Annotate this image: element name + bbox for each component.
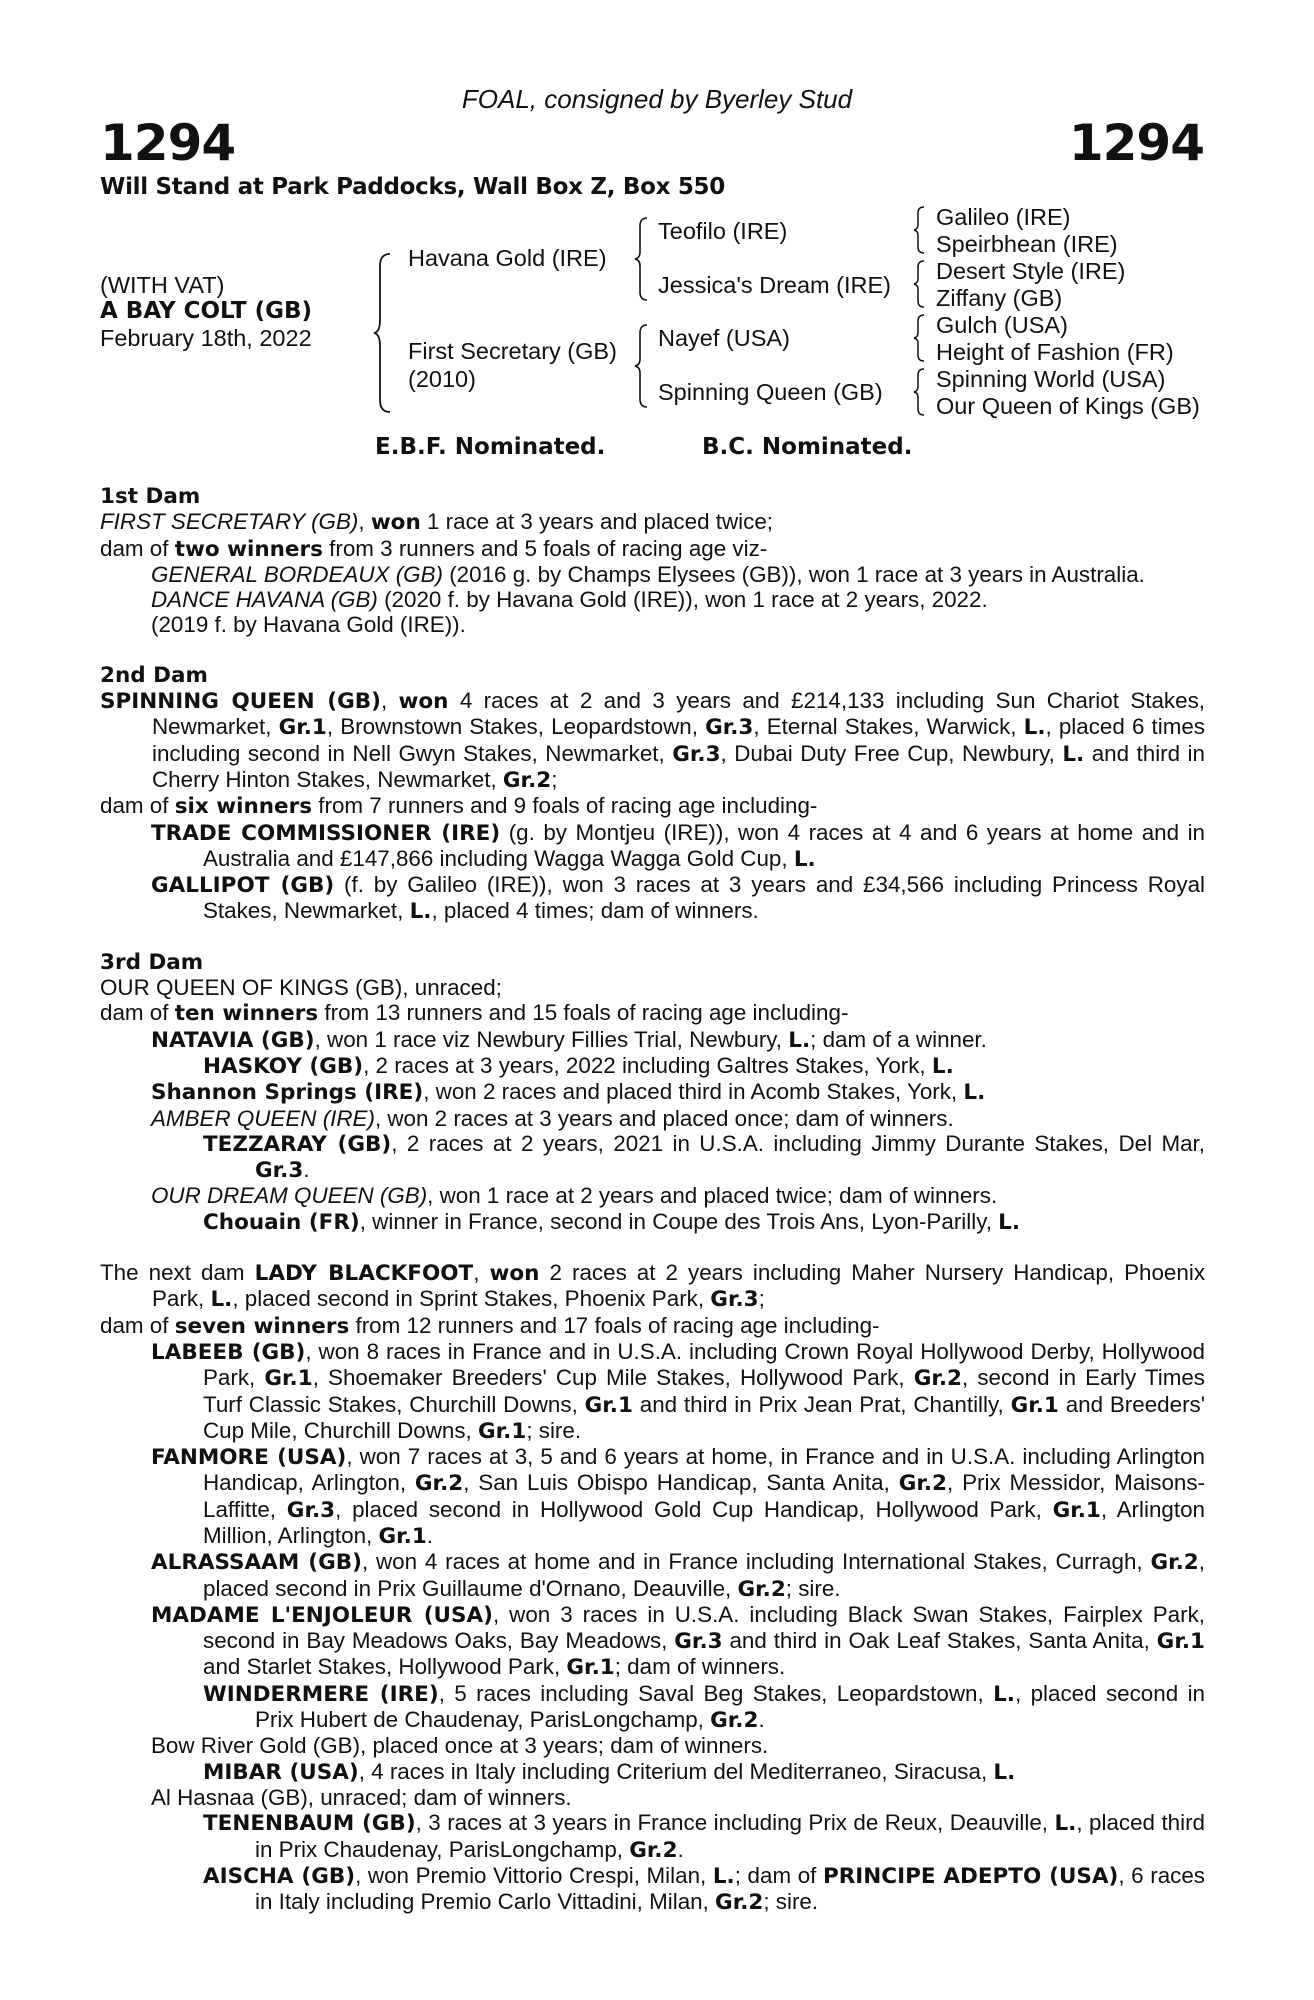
next-dam-offspring [100, 1785, 1205, 1810]
bold-text-run: Gr.2 [715, 1890, 764, 1916]
text-run: , Brownstown Stakes, Leopardstown, [326, 714, 706, 740]
second-dam-produce-summary [100, 793, 1205, 819]
third-dam-heading: 3rd Dam [100, 949, 204, 975]
great-grandparent-8: Our Queen of Kings (GB) [936, 393, 1200, 419]
bold-text-run: L. [993, 1681, 1015, 1707]
bold-text-run: Gr.3 [255, 1158, 304, 1184]
text-run: , [380, 688, 399, 714]
first-dam-offspring [100, 587, 1205, 612]
bold-text-run: Gr.2 [1150, 1550, 1199, 1576]
text-run: 4 races at 2 and 3 years and £214,133 including Sun Chariot Stakes, Newmarket, [152, 688, 1205, 740]
third-dam-offspring [100, 1027, 1205, 1053]
text-run: ; sire. [763, 1889, 819, 1915]
bold-text-run: won [398, 689, 449, 715]
text-run: , 2 races at 3 years, 2022 including Galtres Stakes, York, [363, 1052, 932, 1078]
third-dam-grand-offspring [100, 1209, 1205, 1235]
text-run: ; [758, 1286, 765, 1312]
text-run: , won 2 races and placed third in Acomb Stakes, York, [423, 1079, 964, 1105]
bold-text-run: LABEEB (GB) [151, 1339, 306, 1365]
first-dam-record [100, 509, 1205, 535]
text-run: , won 4 races at home and in France including International Stakes, Curragh, [361, 1549, 1151, 1575]
next-dam-offspring [100, 1602, 1205, 1681]
grandsire-maternal: Nayef (USA) [658, 325, 790, 351]
bold-text-run: ten winners [174, 1001, 319, 1027]
first-dam-offspring [100, 562, 1205, 587]
bold-text-run: Gr.1 [278, 715, 327, 741]
bold-text-run: PRINCIPE ADEPTO (USA) [822, 1863, 1119, 1889]
text-run: , won 7 races at 3, 5 and 6 years at home, in France and in U.S.A. including Arlington Handicap, Arlington, [203, 1444, 1205, 1496]
text-run: and Starlet Stakes, Hollywood Park, [203, 1654, 567, 1680]
bold-text-run: Gr.3 [672, 741, 721, 767]
text-run: , placed 6 times including second in Nell Gwyn Stakes, Newmarket, [152, 714, 1206, 766]
bold-text-run: Gr.2 [737, 1576, 786, 1602]
text-run: from 13 runners and 15 foals of racing age including- [318, 1000, 849, 1026]
great-grandparent-5: Gulch (USA) [936, 312, 1068, 338]
text-run: OUR QUEEN OF KINGS (GB), unraced; [100, 975, 502, 1001]
bold-text-run: L. [998, 1209, 1021, 1235]
text-run: . [426, 1522, 434, 1548]
bold-text-run: GALLIPOT (GB) [151, 873, 335, 899]
text-run: and Breeders' Cup Mile, Churchill Downs, [203, 1391, 1205, 1443]
italic-text-run: FIRST SECRETARY (GB) [100, 509, 359, 535]
text-run: Al Hasnaa (GB), unraced; dam of winners. [151, 1784, 572, 1810]
text-run: dam of [100, 1312, 175, 1338]
text-run: , won 2 races at 3 years and placed once; dam of winners. [374, 1105, 954, 1131]
great-grandparent-3: Desert Style (IRE) [936, 258, 1126, 284]
third-dam-produce-summary [100, 1000, 1205, 1026]
text-run: from 3 runners and 5 foals of racing age viz- [322, 535, 768, 561]
text-run: The next dam [100, 1260, 255, 1286]
third-dam-grand-offspring [100, 1131, 1205, 1184]
bold-text-run: MIBAR (USA) [203, 1759, 359, 1785]
text-run: , won 1 race viz Newbury Fillies Trial, Newbury, [314, 1026, 789, 1052]
great-grandparent-7: Spinning World (USA) [936, 366, 1166, 392]
bold-text-run: Gr.2 [502, 767, 552, 793]
text-run: 2 races at 2 years including Maher Nursery Handicap, Phoenix Park, [152, 1260, 1206, 1312]
bold-text-run: Gr.2 [710, 1708, 759, 1734]
pedigree-brace-gg2 [912, 259, 926, 309]
next-dam-offspring [100, 1549, 1205, 1602]
text-run: , [358, 509, 371, 535]
pedigree-brace-sire [633, 216, 649, 302]
text-run: ; dam of winners. [614, 1654, 786, 1680]
bold-text-run: seven winners [174, 1313, 350, 1339]
bold-text-run: Gr.2 [913, 1366, 963, 1392]
text-run: , 2 races at 2 years, 2021 in U.S.A. including Jimmy Durante Stakes, Del Mar, [391, 1130, 1205, 1156]
bold-text-run: LADY BLACKFOOT [254, 1261, 474, 1287]
bold-text-run: HASKOY (GB) [203, 1053, 364, 1079]
text-run: (g. by Montjeu (IRE)), won 4 races at 4 and 6 years at home and in Australia and £147,866 including Wagga Wagga Gold Cup, [203, 819, 1205, 871]
bold-text-run: Gr.1 [264, 1366, 313, 1392]
text-run: , won 1 race at 2 years and placed twice; dam of winners. [427, 1183, 998, 1209]
bold-text-run: won [370, 510, 421, 536]
text-run: , Eternal Stakes, Warwick, [753, 714, 1024, 740]
second-dam-heading: 2nd Dam [100, 662, 208, 688]
text-run: , San Luis Obispo Handicap, Santa Anita, [463, 1470, 899, 1496]
text-run: , won 3 races in U.S.A. including Black Swan Stakes, Fairplex Park, second in Bay Meadows Oaks, Bay Meadows, [203, 1601, 1205, 1654]
bold-text-run: L. [793, 846, 816, 872]
pedigree-brace-gg3 [912, 313, 926, 363]
text-run: , 4 races in Italy including Criterium del Mediterraneo, Siracusa, [358, 1758, 994, 1784]
text-run: from 12 runners and 17 foals of racing age including- [349, 1312, 880, 1338]
next-dam-grand-offspring [100, 1681, 1205, 1734]
text-run: dam of [100, 1000, 175, 1026]
next-dam-record [100, 1260, 1205, 1313]
text-run: , placed second in Hollywood Gold Cup Handicap, Hollywood Park, [335, 1496, 1053, 1522]
consignor-line: FOAL, consigned by Byerley Stud [461, 84, 853, 114]
bold-text-run: NATAVIA (GB) [151, 1027, 315, 1053]
pedigree-brace-dam [633, 323, 649, 409]
bold-text-run: Gr.2 [629, 1837, 678, 1863]
text-run: . [303, 1157, 310, 1183]
text-run: dam of [100, 793, 175, 819]
text-run: dam of [100, 535, 175, 561]
bold-text-run: ALRASSAAM (GB) [151, 1550, 362, 1576]
next-dam-offspring [100, 1733, 1205, 1758]
grandsire-paternal: Teofilo (IRE) [658, 218, 788, 244]
ebf-nomination: E.B.F. Nominated. [375, 434, 606, 460]
lot-number-right: 1294 [1068, 114, 1204, 172]
lot-description: A BAY COLT (GB) [100, 298, 313, 324]
third-dam-offspring [100, 1079, 1205, 1105]
text-run: , second in Early Times Turf Classic Stakes, Churchill Downs, [203, 1365, 1205, 1417]
third-dam-record [100, 975, 1205, 1000]
bold-text-run: Gr.1 [584, 1392, 633, 1418]
bold-text-run: Gr.1 [1156, 1629, 1205, 1655]
second-dam-offspring [100, 820, 1205, 873]
italic-text-run: AMBER QUEEN (IRE) [151, 1105, 375, 1131]
bold-text-run: two winners [174, 536, 323, 562]
bold-text-run: Chouain (FR) [203, 1209, 360, 1235]
next-dam-grand-offspring [100, 1863, 1205, 1916]
bold-text-run: TENENBAUM (GB) [203, 1811, 416, 1837]
text-run: , placed second in Prix Hubert de Chaudenay, ParisLongchamp, [255, 1680, 1205, 1733]
bold-text-run: L. [931, 1053, 954, 1079]
text-run: and third in Oak Leaf Stakes, Santa Anita, [722, 1628, 1157, 1654]
bold-text-run: L. [993, 1759, 1016, 1785]
bold-text-run: Shannon Springs (IRE) [151, 1080, 424, 1106]
great-grandparent-4: Ziffany (GB) [936, 285, 1063, 311]
next-dam-offspring [100, 1339, 1205, 1444]
granddam-paternal: Jessica's Dream (IRE) [658, 272, 891, 298]
third-dam-offspring [100, 1106, 1205, 1131]
bold-text-run: L. [1023, 715, 1046, 741]
second-dam-record [100, 688, 1205, 793]
bold-text-run: Gr.1 [1052, 1497, 1101, 1523]
foaling-date: February 18th, 2022 [100, 325, 312, 351]
text-run: (2019 f. by Havana Gold (IRE)). [151, 612, 466, 638]
italic-text-run: GENERAL BORDEAUX (GB) [151, 561, 443, 587]
first-dam-heading: 1st Dam [100, 484, 201, 509]
bold-text-run: TEZZARAY (GB) [203, 1131, 392, 1157]
granddam-maternal: Spinning Queen (GB) [658, 379, 883, 405]
text-run: , placed second in Sprint Stakes, Phoenix Park, [232, 1286, 711, 1312]
sire: Havana Gold (IRE) [408, 245, 607, 271]
bold-text-run: SPINNING QUEEN (GB) [100, 689, 381, 715]
bold-text-run: Gr.2 [414, 1471, 464, 1497]
dam-foaling-year: (2010) [408, 366, 476, 392]
great-grandparent-2: Speirbhean (IRE) [936, 231, 1118, 257]
stand-location: Will Stand at Park Paddocks, Wall Box Z, Box 550 [100, 174, 725, 200]
bold-text-run: WINDERMERE (IRE) [203, 1681, 439, 1707]
bold-text-run: L. [1062, 741, 1085, 767]
text-run: . [758, 1707, 765, 1733]
text-run: ; [551, 766, 558, 792]
pedigree-brace-gg4 [912, 367, 926, 417]
text-run: (2020 f. by Havana Gold (IRE)), won 1 race at 2 years, 2022. [377, 587, 988, 613]
bold-text-run: Gr.2 [898, 1471, 947, 1497]
pedigree-brace-gg1 [912, 205, 926, 255]
next-dam-offspring [100, 1444, 1205, 1549]
next-dam-grand-offspring [100, 1810, 1205, 1863]
text-run: , placed third in Prix Chaudenay, ParisLongchamp, [255, 1810, 1206, 1862]
text-run: ; sire. [785, 1575, 841, 1601]
bold-text-run: FANMORE (USA) [151, 1445, 347, 1471]
bold-text-run: L. [210, 1287, 233, 1313]
bold-text-run: L. [1054, 1811, 1077, 1837]
text-run: , Arlington Million, Arlington, [203, 1496, 1205, 1548]
text-run: , 3 races at 3 years in France including Prix de Reux, Deauville, [415, 1810, 1055, 1836]
second-dam-offspring [100, 872, 1205, 925]
text-run: and third in Prix Jean Prat, Chantilly, [632, 1391, 1011, 1417]
next-dam-produce-summary [100, 1313, 1205, 1339]
text-run: . [677, 1836, 684, 1862]
third-dam-offspring [100, 1183, 1205, 1208]
text-run: , placed 4 times; dam of winners. [431, 898, 759, 924]
bold-text-run: Gr.1 [566, 1655, 615, 1681]
text-run: , won 8 races in France and in U.S.A. including Crown Royal Hollywood Derby, Hollywood Park, [203, 1338, 1205, 1391]
text-run: , placed second in Prix Guillaume d'Ornano, Deauville, [203, 1549, 1205, 1601]
first-dam-offspring [100, 612, 1205, 637]
next-dam-grand-offspring [100, 1759, 1205, 1785]
great-grandparent-6: Height of Fashion (FR) [936, 339, 1174, 365]
text-run: from 7 runners and 9 foals of racing age including- [312, 793, 818, 819]
text-run: ; sire. [526, 1417, 582, 1443]
bold-text-run: AISCHA (GB) [203, 1863, 356, 1889]
text-run: , won Premio Vittorio Crespi, Milan, [355, 1862, 713, 1888]
bold-text-run: Gr.3 [674, 1629, 723, 1655]
text-run: (f. by Galileo (IRE)), won 3 races at 3 years and £34,566 including Princess Royal Stakes, Newmarket, [203, 872, 1205, 924]
bold-text-run: Gr.1 [378, 1523, 427, 1549]
third-dam-grand-offspring [100, 1053, 1205, 1079]
bold-text-run: L. [963, 1080, 986, 1106]
text-run: Bow River Gold (GB), placed once at 3 years; dam of winners. [151, 1733, 769, 1759]
catalogue-body [100, 484, 1205, 1915]
text-run: 1 race at 3 years and placed twice; [420, 509, 773, 535]
bold-text-run: won [489, 1261, 540, 1287]
bold-text-run: L. [788, 1027, 811, 1053]
bold-text-run: MADAME L'ENJOLEUR (USA) [151, 1602, 493, 1628]
text-run: , Shoemaker Breeders' Cup Mile Stakes, Hollywood Park, [312, 1365, 914, 1391]
text-run: ; dam of [734, 1862, 823, 1888]
bold-text-run: six winners [174, 794, 313, 820]
text-run: , Dubai Duty Free Cup, Newbury, [720, 740, 1063, 766]
bold-text-run: Gr.1 [1010, 1392, 1059, 1418]
text-run: , 6 races in Italy including Premio Carlo Vittadini, Milan, [255, 1862, 1205, 1915]
text-run: , Prix Messidor, Maisons-Laffitte, [203, 1470, 1206, 1522]
bold-text-run: L. [712, 1863, 735, 1889]
text-run: and third in Cherry Hinton Stakes, Newmarket, [152, 740, 1205, 792]
bc-nomination: B.C. Nominated. [702, 434, 913, 460]
text-run: , [473, 1260, 490, 1286]
vat-note: (WITH VAT) [100, 272, 225, 298]
bold-text-run: Gr.3 [705, 715, 754, 741]
dam: First Secretary (GB) [408, 338, 617, 364]
italic-text-run: OUR DREAM QUEEN (GB) [151, 1183, 428, 1209]
text-run: , winner in France, second in Coupe des Trois Ans, Lyon-Parilly, [359, 1208, 999, 1234]
text-run: ; dam of a winner. [810, 1026, 987, 1052]
bold-text-run: TRADE COMMISSIONER (IRE) [151, 820, 501, 846]
text-run: , 5 races including Saval Beg Stakes, Leopardstown, [438, 1680, 994, 1706]
bold-text-run: Gr.1 [478, 1418, 527, 1444]
great-grandparent-1: Galileo (IRE) [936, 204, 1071, 230]
pedigree-brace-main [372, 252, 392, 414]
italic-text-run: DANCE HAVANA (GB) [151, 587, 378, 613]
bold-text-run: Gr.3 [710, 1287, 759, 1313]
bold-text-run: L. [409, 899, 432, 925]
first-dam-produce-summary [100, 536, 1205, 562]
text-run: (2016 g. by Champs Elysees (GB)), won 1 race at 3 years in Australia. [442, 561, 1145, 587]
bold-text-run: Gr.3 [286, 1497, 336, 1523]
lot-number-left: 1294 [100, 114, 236, 172]
